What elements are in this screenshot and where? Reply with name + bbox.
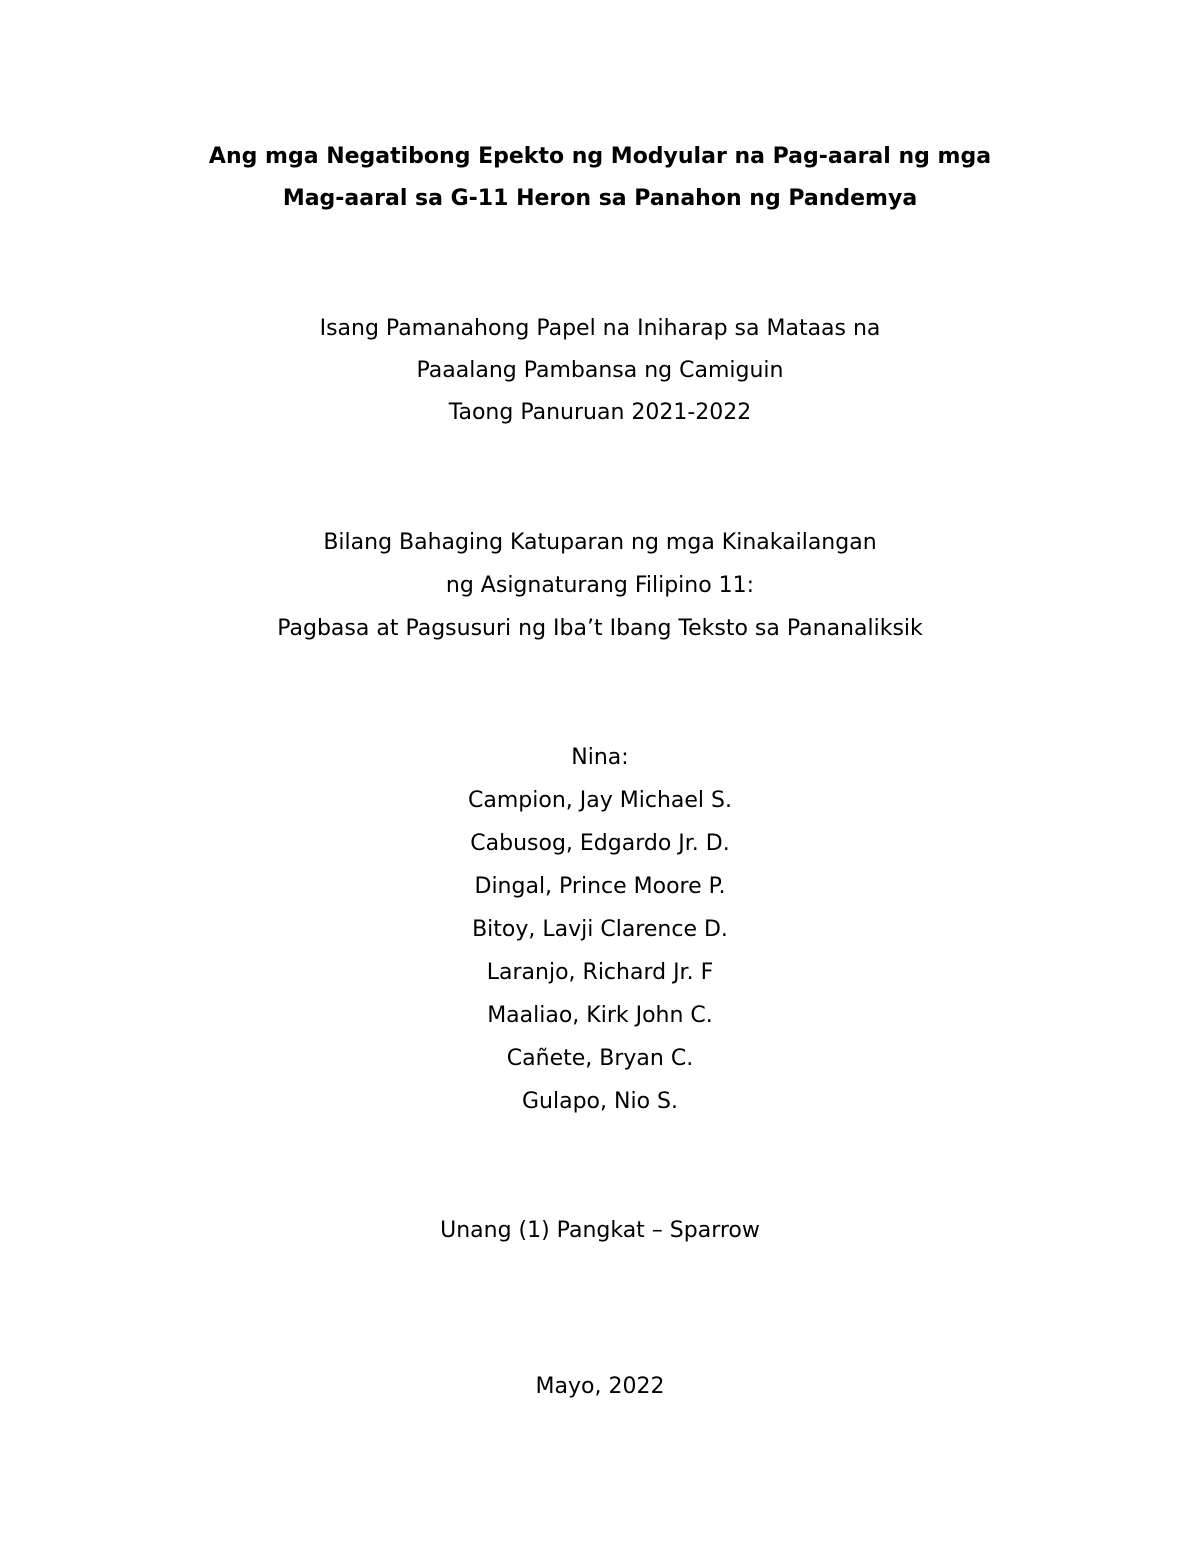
author-name: Gulapo, Nio S.	[522, 1089, 678, 1114]
title-line-2: Mag-aaral sa G-11 Heron sa Panahon ng Pandemya	[282, 186, 918, 211]
author-name: Cabusog, Edgardo Jr. D.	[470, 831, 730, 856]
requirement-line-1: Bilang Bahaging Katuparan ng mga Kinakailangan	[323, 530, 877, 555]
group-label: Unang (1) Pangkat – Sparrow	[440, 1218, 760, 1243]
author-name: Cañete, Bryan C.	[506, 1046, 694, 1071]
author-name: Laranjo, Richard Jr. F	[486, 960, 714, 985]
author-name: Dingal, Prince Moore P.	[474, 874, 726, 899]
requirement-line-3: Pagbasa at Pagsusuri ng Iba’t Ibang Teksto sa Pananaliksik	[277, 616, 923, 641]
submission-line-3: Taong Panuruan 2021-2022	[448, 400, 752, 425]
authors-label: Nina:	[571, 745, 629, 770]
requirement-line-2: ng Asignaturang Filipino 11:	[445, 573, 755, 598]
date-label: Mayo, 2022	[535, 1374, 665, 1399]
submission-line-1: Isang Pamanahong Papel na Iniharap sa Mataas na	[319, 316, 881, 341]
author-name: Maaliao, Kirk John C.	[487, 1003, 713, 1028]
author-name: Bitoy, Lavji Clarence D.	[472, 917, 728, 942]
title-line-1: Ang mga Negatibong Epekto ng Modyular na Pag-aaral ng mga	[208, 144, 992, 169]
author-name: Campion, Jay Michael S.	[468, 788, 732, 813]
submission-line-2: Paaalang Pambansa ng Camiguin	[416, 358, 784, 383]
